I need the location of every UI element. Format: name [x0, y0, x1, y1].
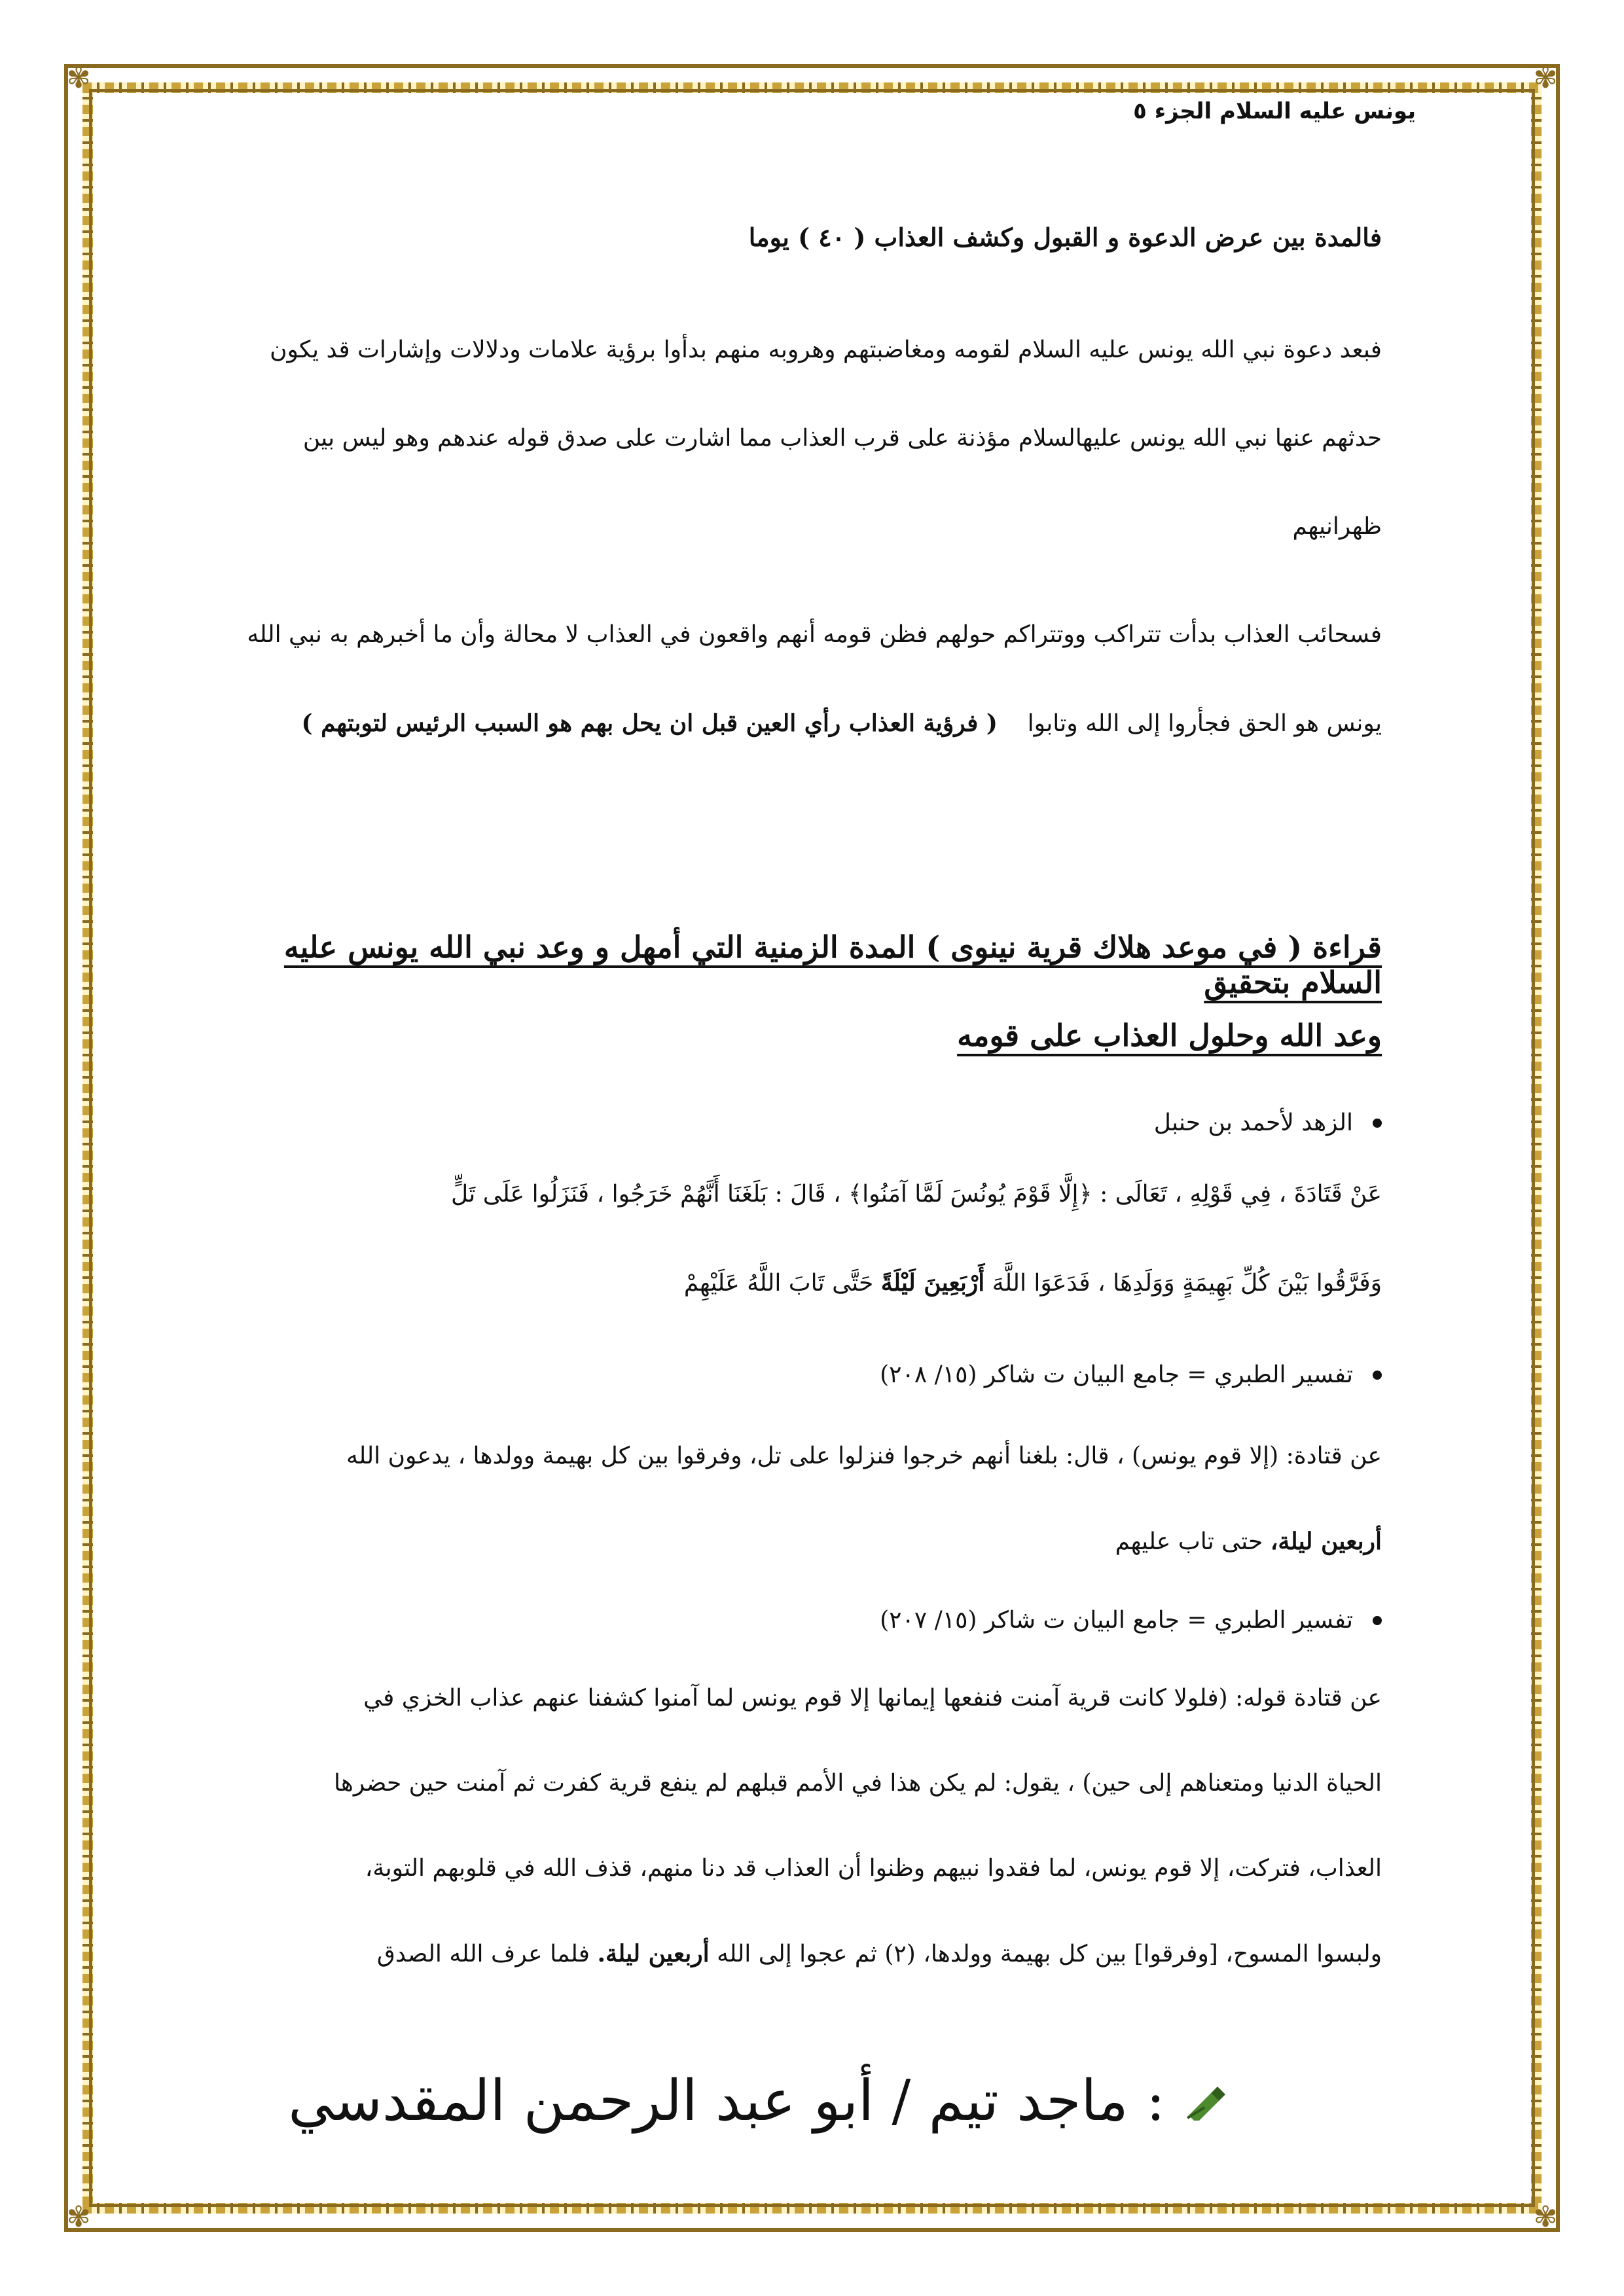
- bullet-item: [230, 1361, 1382, 1388]
- quote1-line2: [230, 1263, 1382, 1303]
- pen-icon: [1185, 2081, 1231, 2121]
- quote3-line4: [230, 1934, 1382, 1974]
- quote1-line2-a: وَفَرَّقُوا بَيْنَ كُلِّ بَهِيمَةٍ وَوَلَدِهَا ، فَدَعَوَا اللَّهَ: [992, 1270, 1382, 1297]
- corner-ornament-icon: ✾: [1533, 2200, 1558, 2234]
- section-title-line1: قراءة ( في موعد هلاك قرية نينوى ) المدة الزمنية التي أمهل و وعد نبي الله يونس عليه السلام بتحقيق: [283, 929, 1382, 1000]
- bullet-item: [230, 1607, 1382, 1634]
- quote1-line2-b: حَتَّى تَابَ اللَّهُ عَلَيْهِمْ: [683, 1270, 874, 1297]
- quote3-line4-a: ولبسوا المسوح، [وفرقوا] بين كل بهيمة وولدها، (٢) ثم عجوا إلى الله: [717, 1941, 1382, 1967]
- corner-ornament-icon: ✾: [66, 2200, 91, 2234]
- page-border-inner: [89, 89, 1535, 2207]
- bullet-icon: [1373, 1119, 1382, 1128]
- running-head: يونس عليه السلام الجزء ٥: [1133, 98, 1416, 124]
- bullet-item: [230, 1109, 1382, 1136]
- corner-ornament-icon: ✾: [1533, 62, 1558, 95]
- quote2-line2-text: حتى تاب عليهم: [1115, 1528, 1263, 1555]
- para1-line2: حدثهم عنها نبي الله يونس عليهالسلام مؤذنة على قرب العذاب مما اشارت على صدق قوله عندهم وهو ليس بين: [302, 425, 1382, 452]
- quote3-line1: عن قتادة قوله: (فلولا كانت قرية آمنت فنفعها إيمانها إلا قوم يونس لما آمنوا كشفنا عنهم عذاب الخزي في: [363, 1685, 1382, 1712]
- quote2-line2: [230, 1522, 1382, 1562]
- section-title-line2: وعد الله وحلول العذاب على قومه: [957, 1018, 1382, 1053]
- quote1-line2-bold: أَرْبَعِينَ لَيْلَةً: [880, 1269, 985, 1297]
- para2-line2: [230, 704, 1382, 744]
- para2-line2-bold: ( فرؤية العذاب رأي العين قبل ان يحل بهم هو السبب الرئيس لتوبتهم ): [301, 709, 998, 737]
- para1-line3: ظهرانيهم: [1292, 513, 1382, 540]
- bullet-text: تفسير الطبري = جامع البيان ت شاكر (١٥/ ٢٠٨): [880, 1361, 1353, 1388]
- author-signature: [249, 2062, 1231, 2140]
- bullet-icon: [1373, 1371, 1382, 1380]
- bullet-icon: [1373, 1616, 1382, 1625]
- quote3-line4-bold: أربعين ليلة.: [597, 1940, 710, 1967]
- bullet-text: الزهد لأحمد بن حنبل: [1153, 1109, 1353, 1136]
- quote3-line4-b: فلما عرف الله الصدق: [376, 1941, 590, 1967]
- signature-text: : ماجد تيم / أبو عبد الرحمن المقدسي: [288, 2068, 1165, 2134]
- bullet-text: تفسير الطبري = جامع البيان ت شاكر (١٥/ ٢٠٧): [880, 1607, 1353, 1634]
- quote2-line2-bold: أربعين ليلة،: [1270, 1528, 1382, 1555]
- quote3-line3: العذاب، فتركت، إلا قوم يونس، لما فقدوا نبيهم وظنوا أن العذاب قد دنا منهم، قذف الله في قلوبهم التوبة،: [365, 1855, 1382, 1882]
- quote1-line1: عَنْ قَتَادَةَ ، فِي قَوْلِهِ ، تَعَالَى : ﴿إِلَّا قَوْمَ يُونُسَ لَمَّا آمَنُوا﴾ ، قَالَ : بَلَغَنَا أَنَّهُمْ خَرَجُوا ، فَنَزَلُوا عَلَى تَلٍّ: [451, 1181, 1382, 1208]
- corner-ornament-icon: ✾: [66, 62, 91, 95]
- quote2-line1: عن قتادة: (إلا قوم يونس) ، قال: بلغنا أنهم خرجوا فنزلوا على تل، وفرقوا بين كل بهيمة وولدها ، يدعون الله: [346, 1443, 1382, 1469]
- para2-line2-normal: يونس هو الحق فجأروا إلى الله وتابوا: [1027, 710, 1382, 737]
- quote3-line2: الحياة الدنيا ومتعناهم إلى حين) ، يقول: لم يكن هذا في الأمم قبلهم لم ينفع قرية كفرت ثم آمنت حين حضرها: [333, 1770, 1382, 1797]
- para1-line1: فبعد دعوة نبي الله يونس عليه السلام لقومه ومغاضبتهم وهروبه منهم بدأوا برؤية علامات ودلالات وإشارات قد يكون: [270, 336, 1382, 363]
- para2-line1: فسحائب العذاب بدأت تتراكب ووتتراكم حولهم فظن قومه أنهم واقعون في العذاب لا محالة وأن ما أخبرهم به نبي الله: [247, 621, 1382, 648]
- heading: فالمدة بين عرض الدعوة و القبول وكشف العذاب ( ٤٠ ) يوما: [748, 223, 1382, 252]
